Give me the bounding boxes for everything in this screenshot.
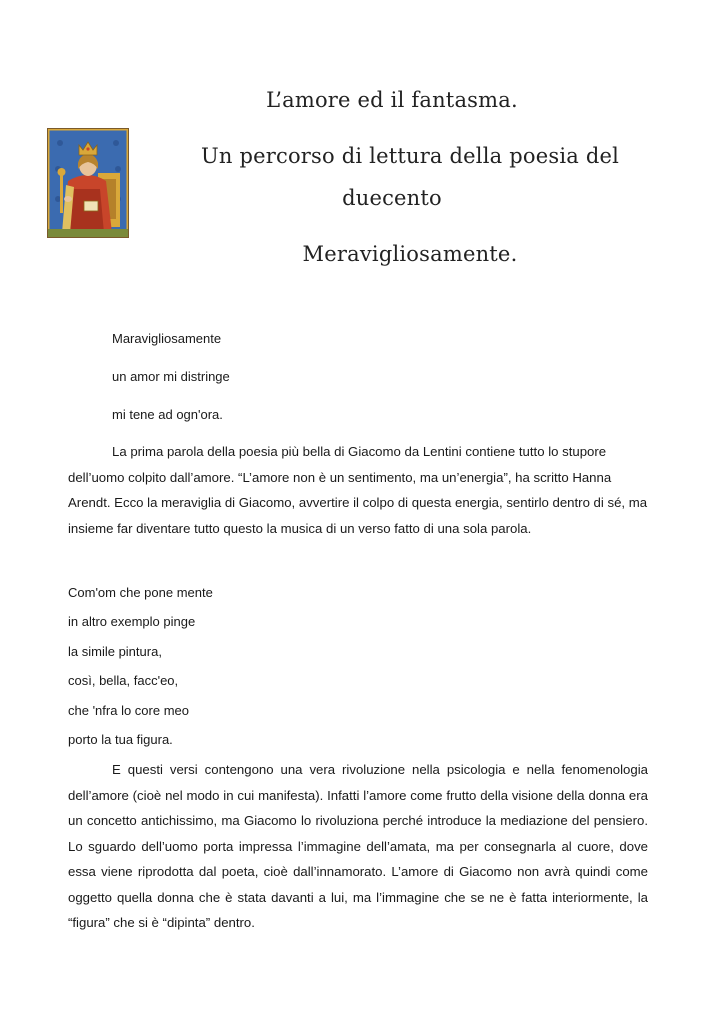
verse-line: la simile pintura,: [68, 644, 162, 659]
paragraph-2-text: E questi versi contengono una vera rivoluzione nella psicologia e nella fenomenologia dell’amore (cioè nel modo in cui manifesta). Infatti l’amore come frutto della visione della donna era un concetto antichissimo, ma Giacomo lo rivoluziona perché introduce la mediazione del pensiero. Lo sguardo dell’uomo porta impressa l’immagine dell’amata, ma per consegnarla al cuore, dove essa viene riprodotta dal poeta, cioè dall’innamorato. L’amore di Giacomo non avrà quindi come oggetto quella donna che è stata davanti a lui, ma l’immagine che se ne è fatta interiormente, la “figura” che si è “dipinta” dentro.: [68, 762, 648, 930]
title-line-2: Un percorso di lettura della poesia del: [200, 144, 620, 168]
title-line-1: L’amore ed il fantasma.: [266, 88, 518, 112]
verse-line: in altro exemplo pinge: [68, 614, 196, 629]
verse-line: Com'om che pone mente: [68, 585, 213, 600]
paragraph-2: [68, 757, 648, 936]
verse-line: mi tene ad ogn'ora.: [112, 407, 223, 422]
title-line-4: Meravigliosamente.: [302, 242, 518, 266]
verse-line: così, bella, facc'eo,: [68, 673, 179, 688]
verse-line: che 'nfra lo core meo: [68, 703, 189, 718]
verse-line: Maravigliosamente: [112, 331, 222, 346]
paragraph-1-text: La prima parola della poesia più bella di Giacomo da Lentini contiene tutto lo stupore dell’uomo colpito dall’amore. “L’amore non è un sentimento, ma un’energia”, ha scritto Hanna Arendt. Ecco la meraviglia di Giacomo, avvertire il colpo di questa energia, sentirlo dentro di sé, ma insieme far diventare tutto questo la musica di un verso fatto di una sola parola.: [68, 444, 648, 536]
paragraph-1: [68, 439, 648, 541]
title-line-3: duecento: [342, 186, 442, 210]
medieval-king-miniature-icon: [47, 128, 129, 238]
verse-line: porto la tua figura.: [68, 732, 173, 747]
verse-line: un amor mi distringe: [112, 369, 230, 384]
